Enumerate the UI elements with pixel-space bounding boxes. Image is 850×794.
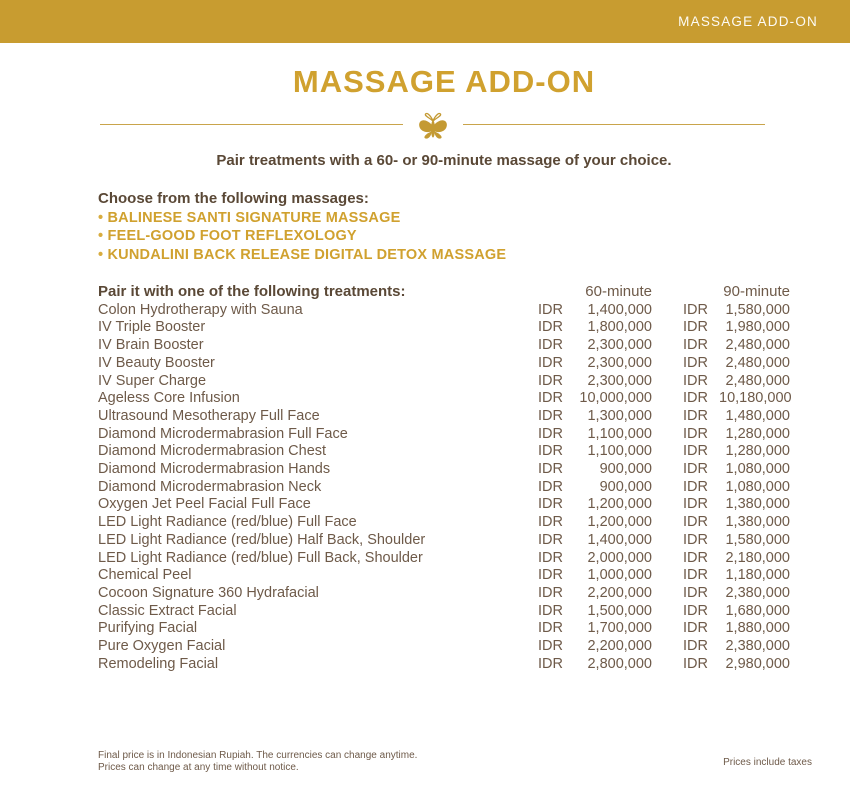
column-spacer bbox=[652, 443, 683, 461]
column-spacer bbox=[652, 408, 683, 426]
massage-item-label: KUNDALINI BACK RELEASE DIGITAL DETOX MASSAGE bbox=[107, 246, 507, 263]
column-spacer bbox=[652, 496, 683, 514]
treatment-name: LED Light Radiance (red/blue) Full Face bbox=[98, 514, 357, 531]
currency-label-90: IDR bbox=[683, 354, 708, 371]
treatment-row bbox=[98, 656, 790, 674]
treatment-name: IV Super Charge bbox=[98, 372, 207, 389]
column-spacer bbox=[652, 514, 683, 532]
currency-label-90: IDR bbox=[683, 602, 708, 619]
treatment-name: LED Light Radiance (red/blue) Full Back, Shoulder bbox=[98, 549, 423, 566]
treatment-name: IV Brain Booster bbox=[98, 337, 204, 354]
treatment-row bbox=[98, 355, 790, 373]
column-spacer bbox=[652, 620, 683, 638]
currency-label-90: IDR bbox=[683, 443, 708, 460]
massage-item-label: FEEL-GOOD FOOT REFLEXOLOGY bbox=[107, 228, 357, 244]
price-90-minute: 1,280,000 bbox=[725, 443, 790, 460]
price-60-minute: 2,800,000 bbox=[587, 655, 652, 672]
currency-label-60: IDR bbox=[538, 461, 563, 478]
treatment-name: Diamond Microdermabrasion Neck bbox=[98, 478, 322, 495]
price-90-minute: 1,380,000 bbox=[725, 496, 790, 513]
column-spacer bbox=[652, 603, 683, 621]
column-spacer bbox=[652, 390, 683, 408]
currency-label-90: IDR bbox=[683, 337, 708, 354]
currency-label-90: IDR bbox=[683, 407, 708, 424]
top-bar-title: MASSAGE ADD-ON bbox=[678, 14, 818, 29]
treatments-header-row bbox=[98, 283, 790, 301]
currency-label-60: IDR bbox=[538, 531, 563, 548]
price-60-minute: 1,800,000 bbox=[587, 319, 652, 336]
column-header-90-minute: 90-minute bbox=[723, 283, 790, 300]
price-60-minute: 10,000,000 bbox=[579, 390, 652, 407]
top-bar bbox=[0, 0, 850, 43]
currency-label-90: IDR bbox=[683, 319, 708, 336]
price-60-minute: 2,300,000 bbox=[587, 372, 652, 389]
treatment-name: LED Light Radiance (red/blue) Half Back, Shoulder bbox=[98, 531, 426, 548]
currency-label-90: IDR bbox=[683, 620, 708, 637]
treatment-row bbox=[98, 514, 790, 532]
price-90-minute: 2,380,000 bbox=[725, 638, 790, 655]
price-90-minute: 1,080,000 bbox=[725, 461, 790, 478]
treatment-row bbox=[98, 319, 790, 337]
massage-list bbox=[98, 209, 790, 265]
price-60-minute: 1,500,000 bbox=[587, 602, 652, 619]
footer-taxes-note: Prices include taxes bbox=[723, 756, 812, 768]
treatment-name: IV Triple Booster bbox=[98, 319, 206, 336]
currency-label-60: IDR bbox=[538, 638, 563, 655]
currency-label-90: IDR bbox=[683, 655, 708, 672]
currency-label-90: IDR bbox=[683, 638, 708, 655]
column-spacer bbox=[652, 426, 683, 444]
currency-label-90: IDR bbox=[683, 390, 708, 407]
currency-label-60: IDR bbox=[538, 407, 563, 424]
price-90-minute: 1,280,000 bbox=[725, 425, 790, 442]
treatment-name: IV Beauty Booster bbox=[98, 354, 215, 371]
divider-line-left bbox=[100, 124, 403, 125]
treatments-section bbox=[98, 283, 790, 673]
page-title: MASSAGE ADD-ON bbox=[292, 64, 596, 99]
price-60-minute: 2,200,000 bbox=[587, 638, 652, 655]
treatment-name: Ultrasound Mesotherapy Full Face bbox=[98, 407, 320, 424]
currency-label-90: IDR bbox=[683, 301, 708, 318]
treatment-row bbox=[98, 408, 790, 426]
price-90-minute: 2,980,000 bbox=[725, 655, 790, 672]
price-90-minute: 1,880,000 bbox=[725, 620, 790, 637]
column-spacer bbox=[652, 585, 683, 603]
currency-label-90: IDR bbox=[683, 461, 708, 478]
page-subtitle: Pair treatments with a 60- or 90-minute massage of your choice. bbox=[216, 152, 672, 169]
treatment-row bbox=[98, 390, 790, 408]
currency-label-60: IDR bbox=[538, 549, 563, 566]
treatment-row bbox=[98, 426, 790, 444]
butterfly-ornament-icon bbox=[415, 108, 451, 140]
currency-label-90: IDR bbox=[683, 549, 708, 566]
treatment-name: Classic Extract Facial bbox=[98, 602, 237, 619]
column-header-60-minute: 60-minute bbox=[585, 283, 652, 300]
currency-label-60: IDR bbox=[538, 496, 563, 513]
treatment-name: Oxygen Jet Peel Facial Full Face bbox=[98, 496, 311, 513]
currency-label-60: IDR bbox=[538, 478, 563, 495]
currency-label-60: IDR bbox=[538, 602, 563, 619]
price-90-minute: 1,180,000 bbox=[725, 567, 790, 584]
treatment-name: Diamond Microdermabrasion Full Face bbox=[98, 425, 348, 442]
price-60-minute: 1,400,000 bbox=[587, 301, 652, 318]
column-spacer bbox=[652, 479, 683, 497]
currency-label-60: IDR bbox=[538, 337, 563, 354]
massage-item bbox=[98, 246, 790, 265]
bullet-icon: • bbox=[98, 228, 108, 244]
treatment-name: Purifying Facial bbox=[98, 620, 198, 637]
treatment-name: Cocoon Signature 360 Hydrafacial bbox=[98, 584, 319, 601]
column-spacer bbox=[652, 638, 683, 656]
price-60-minute: 2,300,000 bbox=[587, 337, 652, 354]
currency-label-60: IDR bbox=[538, 514, 563, 531]
treatments-table bbox=[98, 302, 790, 674]
massages-section bbox=[98, 190, 790, 264]
currency-label-90: IDR bbox=[683, 425, 708, 442]
treatment-row bbox=[98, 373, 790, 391]
treatment-row bbox=[98, 638, 790, 656]
treatments-heading: Pair it with one of the following treatments: bbox=[98, 283, 406, 300]
bullet-icon: • bbox=[98, 209, 108, 226]
column-spacer bbox=[652, 656, 683, 674]
treatment-name: Ageless Core Infusion bbox=[98, 390, 240, 407]
treatment-name: Remodeling Facial bbox=[98, 655, 219, 672]
price-60-minute: 900,000 bbox=[599, 461, 652, 478]
treatment-row bbox=[98, 567, 790, 585]
price-90-minute: 1,480,000 bbox=[725, 407, 790, 424]
currency-label-60: IDR bbox=[538, 655, 563, 672]
column-spacer bbox=[652, 567, 683, 585]
currency-label-60: IDR bbox=[538, 319, 563, 336]
price-90-minute: 1,080,000 bbox=[725, 478, 790, 495]
treatment-row bbox=[98, 479, 790, 497]
currency-label-60: IDR bbox=[538, 301, 563, 318]
currency-label-60: IDR bbox=[538, 567, 563, 584]
treatment-row bbox=[98, 443, 790, 461]
footer bbox=[98, 750, 812, 774]
massage-item-label: BALINESE SANTI SIGNATURE MASSAGE bbox=[107, 209, 401, 226]
currency-label-60: IDR bbox=[538, 390, 563, 407]
divider-line-right bbox=[463, 124, 766, 125]
treatment-name: Colon Hydrotherapy with Sauna bbox=[98, 301, 303, 318]
footer-note-line2: Prices can change at any time without notice. bbox=[98, 762, 299, 773]
price-90-minute: 1,680,000 bbox=[725, 602, 790, 619]
footer-notes bbox=[98, 750, 417, 774]
treatment-row bbox=[98, 550, 790, 568]
price-90-minute: 2,180,000 bbox=[725, 549, 790, 566]
currency-label-90: IDR bbox=[683, 567, 708, 584]
treatment-row bbox=[98, 585, 790, 603]
column-spacer bbox=[652, 532, 683, 550]
price-90-minute: 2,480,000 bbox=[725, 372, 790, 389]
price-60-minute: 1,100,000 bbox=[587, 425, 652, 442]
column-spacer bbox=[652, 373, 683, 391]
treatment-name: Diamond Microdermabrasion Chest bbox=[98, 443, 327, 460]
column-spacer bbox=[652, 355, 683, 373]
price-60-minute: 1,100,000 bbox=[587, 443, 652, 460]
price-60-minute: 2,000,000 bbox=[587, 549, 652, 566]
price-90-minute: 2,380,000 bbox=[725, 584, 790, 601]
price-60-minute: 1,000,000 bbox=[587, 567, 652, 584]
price-60-minute: 2,200,000 bbox=[587, 584, 652, 601]
currency-label-60: IDR bbox=[538, 425, 563, 442]
price-90-minute: 1,580,000 bbox=[725, 531, 790, 548]
content bbox=[0, 64, 850, 673]
price-90-minute: 10,180,000 bbox=[719, 390, 792, 407]
price-60-minute: 1,700,000 bbox=[587, 620, 652, 637]
column-spacer bbox=[652, 337, 683, 355]
currency-label-60: IDR bbox=[538, 372, 563, 389]
treatment-name: Diamond Microdermabrasion Hands bbox=[98, 461, 331, 478]
currency-label-90: IDR bbox=[683, 584, 708, 601]
price-60-minute: 1,300,000 bbox=[587, 407, 652, 424]
treatment-row bbox=[98, 620, 790, 638]
column-spacer bbox=[652, 550, 683, 568]
footer-note-line1: Final price is in Indonesian Rupiah. The currencies can change anytime. bbox=[98, 750, 418, 761]
column-spacer bbox=[652, 319, 683, 337]
currency-label-90: IDR bbox=[683, 496, 708, 513]
currency-label-90: IDR bbox=[683, 478, 708, 495]
column-spacer bbox=[652, 302, 683, 320]
column-spacer bbox=[652, 461, 683, 479]
currency-label-60: IDR bbox=[538, 584, 563, 601]
price-60-minute: 900,000 bbox=[599, 478, 652, 495]
massage-item bbox=[98, 227, 790, 246]
price-90-minute: 1,980,000 bbox=[725, 319, 790, 336]
treatment-row bbox=[98, 603, 790, 621]
treatment-row bbox=[98, 532, 790, 550]
massage-item bbox=[98, 209, 790, 228]
currency-label-90: IDR bbox=[683, 372, 708, 389]
currency-label-60: IDR bbox=[538, 354, 563, 371]
price-60-minute: 1,400,000 bbox=[587, 531, 652, 548]
treatment-row bbox=[98, 302, 790, 320]
treatment-name: Pure Oxygen Facial bbox=[98, 638, 226, 655]
price-60-minute: 1,200,000 bbox=[587, 496, 652, 513]
price-60-minute: 1,200,000 bbox=[587, 514, 652, 531]
price-90-minute: 1,580,000 bbox=[725, 301, 790, 318]
currency-label-90: IDR bbox=[683, 531, 708, 548]
currency-label-90: IDR bbox=[683, 514, 708, 531]
treatment-row bbox=[98, 496, 790, 514]
ornament-divider bbox=[100, 108, 765, 140]
price-90-minute: 2,480,000 bbox=[725, 354, 790, 371]
currency-label-60: IDR bbox=[538, 443, 563, 460]
treatment-row bbox=[98, 337, 790, 355]
price-60-minute: 2,300,000 bbox=[587, 354, 652, 371]
treatment-name: Chemical Peel bbox=[98, 567, 192, 584]
treatment-row bbox=[98, 461, 790, 479]
price-90-minute: 2,480,000 bbox=[725, 337, 790, 354]
currency-label-60: IDR bbox=[538, 620, 563, 637]
bullet-icon: • bbox=[98, 246, 108, 263]
price-90-minute: 1,380,000 bbox=[725, 514, 790, 531]
massages-heading: Choose from the following massages: bbox=[98, 190, 369, 207]
